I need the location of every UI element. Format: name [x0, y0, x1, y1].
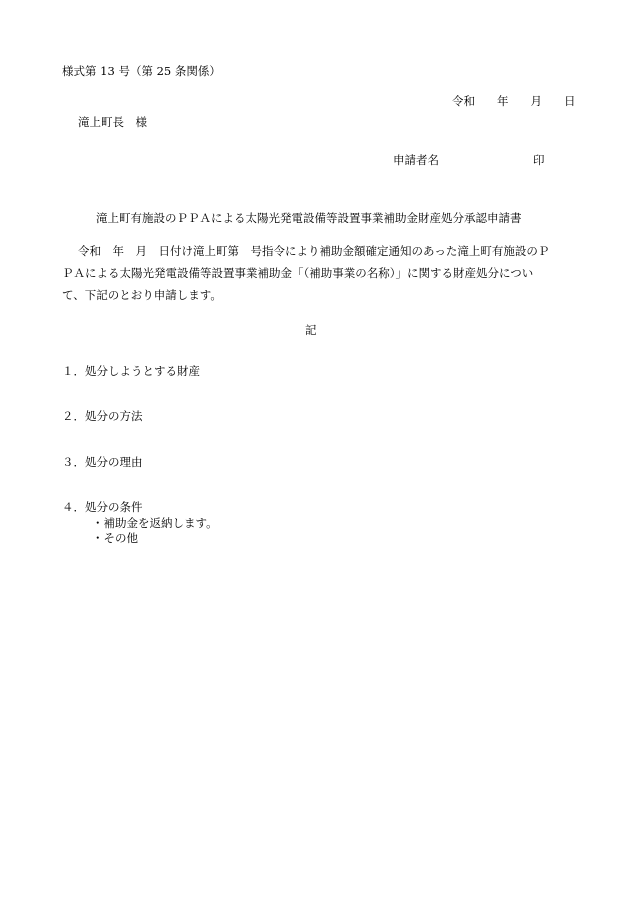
form-number: 様式第 13 号（第 25 条関係） [62, 64, 221, 78]
body-paragraph [62, 240, 568, 306]
document-title: 滝上町有施設のＰＰＡによる太陽光発電設備等設置事業補助金財産処分承認申請書 [96, 211, 522, 225]
date-era: 令和 [452, 94, 475, 108]
item-2: ２．処分の方法 [62, 409, 143, 423]
date-year-unit: 年 [497, 94, 509, 108]
applicant-name-label: 申請者名 [393, 153, 439, 167]
item-4: ４．処分の条件 [62, 500, 143, 514]
date-day-unit: 日 [564, 94, 576, 108]
body-line-3: て、下記のとおり申請します。 [62, 288, 222, 302]
addressee: 滝上町長 様 [78, 115, 147, 129]
item-3: ３．処分の理由 [62, 455, 143, 469]
body-line-2 [62, 262, 568, 284]
date-month-unit: 月 [530, 94, 542, 108]
date-line [452, 94, 576, 108]
ki-heading: 記 [305, 323, 317, 337]
condition-2: ・その他 [92, 531, 138, 545]
body-line-2-rest: Ａによる太陽光発電設備等設置事業補助金「（補助事業の名称）」に関する財産処分につい [73, 266, 534, 280]
item-1: １．処分しようとする財産 [62, 364, 200, 378]
body-line-1: 令和 年 月 日付け滝上町第 号指令により補助金額確定通知のあった滝上町有施設のＰ [78, 244, 550, 258]
body-line-2-prefix: Ｐ [62, 266, 74, 280]
condition-1: ・補助金を返納します。 [92, 516, 218, 530]
applicant-seal: 印 [533, 153, 545, 167]
